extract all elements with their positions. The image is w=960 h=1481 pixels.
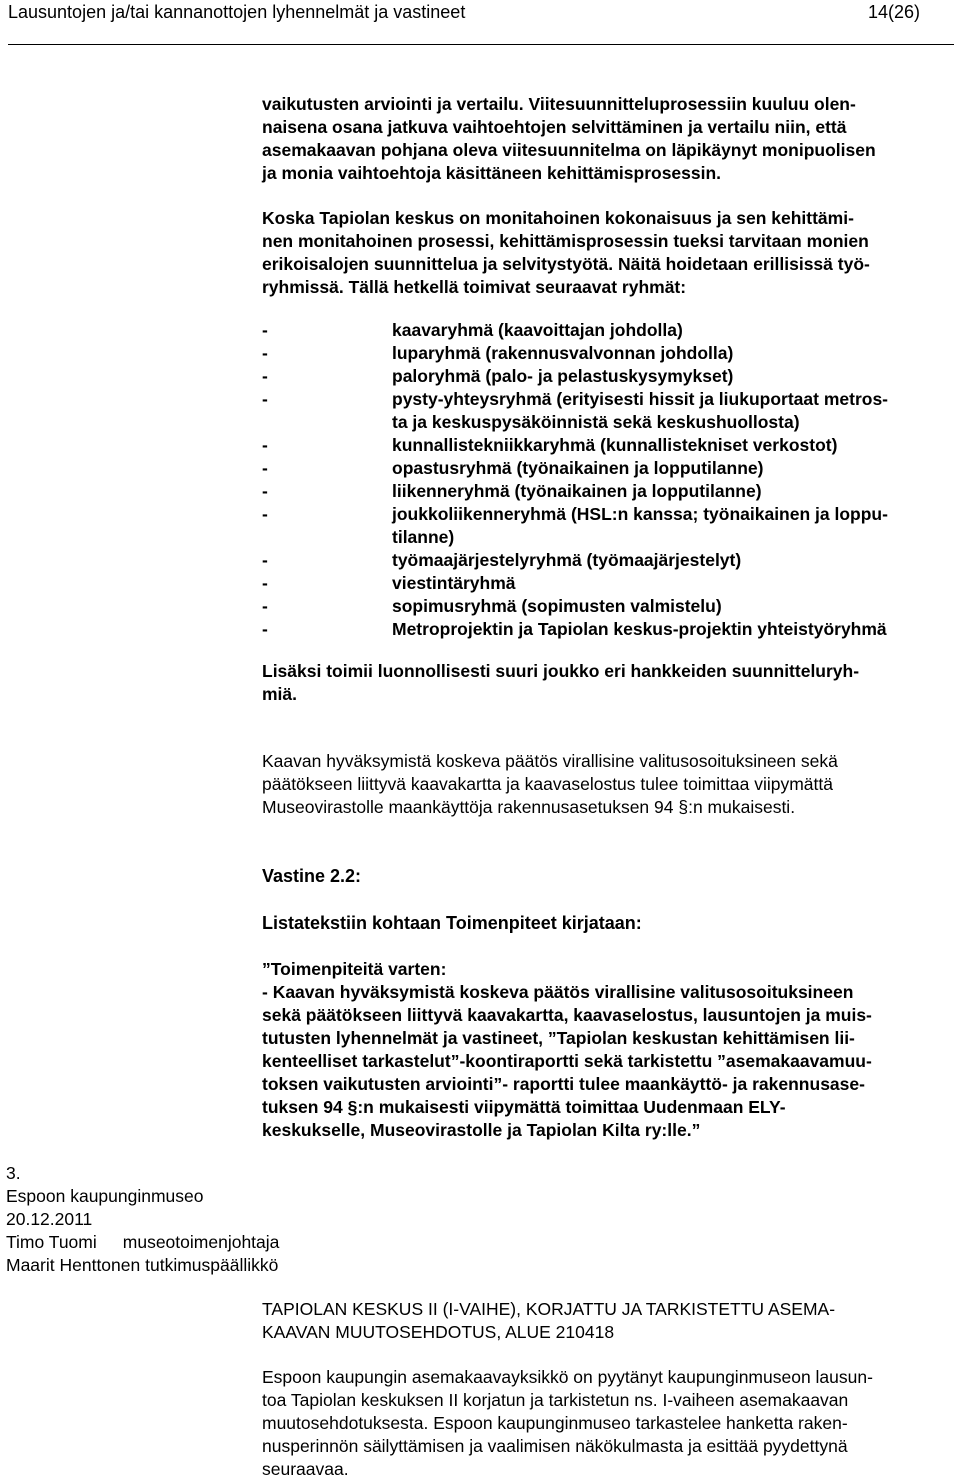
page-number: 14(26) [867,2,920,22]
statement-sender [6,1162,279,1277]
statement-number: 3. [6,1163,21,1183]
text-line: vaikutusten arviointi ja vertailu. Viitesuunnitteluprosessiin kuuluu olen- [262,94,856,114]
list-item-text: kunnallistekniikkaryhmä (kunnallistekniset verkostot) [392,435,838,455]
list-item-text: viestintäryhmä [392,573,516,593]
text-line: tutusten lyhennelmät ja vastineet, ”Tapiolan keskustan kehittämisen lii- [262,1028,855,1048]
text-line: Museovirastolle maankäyttöja rakennusasetuksen 94 §:n mukaisesti. [262,797,796,817]
statement-date: 20.12.2011 [6,1209,93,1229]
list-item [262,342,960,365]
list-item-text: opastusryhmä (työnaikainen ja lopputilanne) [392,458,764,478]
list-dash: - [262,366,268,386]
list-item-text: Metroprojektin ja Tapiolan keskus-projektin yhteistyöryhmä [392,619,887,639]
list-item [262,434,960,457]
list-item-text: työmaajärjestelyryhmä (työmaajärjestelyt) [392,550,742,570]
text-line: ”Toimenpiteitä varten: [262,959,447,979]
paragraph-additional-groups [262,660,952,706]
list-item-text: pysty-yhteysryhmä (erityisesti hissit ja liukuportaat metros- [392,389,888,409]
list-item-text: sopimusryhmä (sopimusten valmistelu) [392,596,722,616]
list-item [262,618,960,641]
working-groups-list [262,319,960,641]
list-dash: - [262,550,268,570]
document-title: Lausuntojen ja/tai kannanottojen lyhennelmät ja vastineet [8,2,466,22]
list-dash: - [262,435,268,455]
list-item-text: luparyhmä (rakennusvalvonnan johdolla) [392,343,734,363]
plan-subject-heading [262,1298,952,1344]
text-line: ryhmissä. Tällä hetkellä toimivat seuraavat ryhmät: [262,277,687,297]
text-line: TAPIOLAN KESKUS II (I-VAIHE), KORJATTU JA TARKISTETTU ASEMA- [262,1299,836,1319]
text-line: kenteelliset tarkastelut”-koontiraportti sekä tarkistettu ”asemakaavamuu- [262,1051,872,1071]
paragraph-evaluation [262,93,952,185]
sender-organization: Espoon kaupunginmuseo [6,1186,204,1206]
list-dash: - [262,573,268,593]
text-line: Espoon kaupungin asemakaavayksikkö on pyytänyt kaupunginmuseon lausun- [262,1367,873,1387]
list-item [262,319,960,342]
list-text-heading: Listatekstiin kohtaan Toimenpiteet kirjataan: [262,913,642,933]
list-item-text: tilanne) [392,527,455,547]
list-item [262,549,960,572]
text-line: nusperinnön säilyttämisen ja vaalimisen näkökulmasta ja esittää pyydettynä [262,1436,848,1456]
text-line: muutosehdotuksesta. Espoon kaupunginmuseo tarkastelee hanketta raken- [262,1413,848,1433]
list-item-text: ta ja keskuspysäköinnistä sekä keskushuollosta) [392,412,800,432]
list-item [262,480,960,503]
list-item-text: kaavaryhmä (kaavoittajan johdolla) [392,320,683,340]
signatory-name: Maarit Henttonen [6,1255,141,1275]
list-item [262,388,960,434]
text-line: toksen vaikutusten arviointi”- raportti tulee maankäyttö- ja rakennusase- [262,1074,865,1094]
text-line: nen monitahoinen prosessi, kehittämisprosessin tueksi tarvitaan monien [262,231,869,251]
list-dash: - [262,481,268,501]
paragraph-museum-statement [262,750,952,819]
list-dash: - [262,619,268,639]
text-line: naisena osana jatkuva vaihtoehtojen selvittäminen ja vertailu niin, että [262,117,847,137]
text-line: sekä päätökseen liittyvä kaavakartta, kaavaselostus, lausuntojen ja muis- [262,1005,872,1025]
list-dash: - [262,320,268,340]
text-line: keskukselle, Museovirastolle ja Tapiolan Kilta ry:lle.” [262,1120,701,1140]
list-dash: - [262,389,268,409]
paragraph-working-groups-intro [262,207,952,299]
text-line: Lisäksi toimii luonnollisesti suuri joukko eri hankkeiden suunnitteluryh- [262,661,860,681]
text-line: tuksen 94 §:n mukaisesti viipymättä toimittaa Uudenmaan ELY- [262,1097,786,1117]
header-divider [8,44,954,45]
text-line: toa Tapiolan keskuksen II korjatun ja tarkistetun ns. I-vaiheen asemakaavan [262,1390,849,1410]
signatory-title: museotoimenjohtaja [122,1232,280,1252]
text-line: Kaavan hyväksymistä koskeva päätös virallisine valitusosoituksineen sekä [262,751,838,771]
text-line: erikoisalojen suunnittelua ja selvitystyötä. Näitä hoidetaan erillisissä työ- [262,254,870,274]
list-item [262,572,960,595]
list-item-text: liikenneryhmä (työnaikainen ja lopputilanne) [392,481,762,501]
text-line: seuraavaa. [262,1459,349,1479]
response-heading: Vastine 2.2: [262,866,362,886]
list-item [262,365,960,388]
text-line: asemakaavan pohjana oleva viitesuunnitelma on läpikäynyt monipuolisen [262,140,876,160]
text-line: Koska Tapiolan keskus on monitahoinen kokonaisuus ja sen kehittämi- [262,208,854,228]
list-dash: - [262,343,268,363]
list-item [262,503,960,549]
list-item-text: paloryhmä (palo- ja pelastuskysymykset) [392,366,734,386]
text-line: miä. [262,684,298,704]
signatory-2 [6,1254,279,1277]
signatory-1 [6,1231,279,1254]
list-item-text: joukkoliikenneryhmä (HSL:n kanssa; työnaikainen ja loppu- [392,504,888,524]
text-line: KAAVAN MUUTOSEHDOTUS, ALUE 210418 [262,1322,615,1342]
list-dash: - [262,504,268,524]
list-item [262,457,960,480]
paragraph-measures [262,958,952,1142]
signatory-name: Timo Tuomi [6,1232,97,1252]
signatory-title: tutkimuspäällikkö [145,1255,279,1275]
list-dash: - [262,458,268,478]
list-item [262,595,960,618]
text-line: - Kaavan hyväksymistä koskeva päätös virallisine valitusosoituksineen [262,982,854,1002]
list-dash: - [262,596,268,616]
text-line: päätökseen liittyvä kaavakartta ja kaavaselostus tulee toimittaa viipymättä [262,774,833,794]
paragraph-museum-request [262,1366,952,1481]
text-line: ja monia vaihtoehtoja käsittäneen kehittämisprosessin. [262,163,722,183]
